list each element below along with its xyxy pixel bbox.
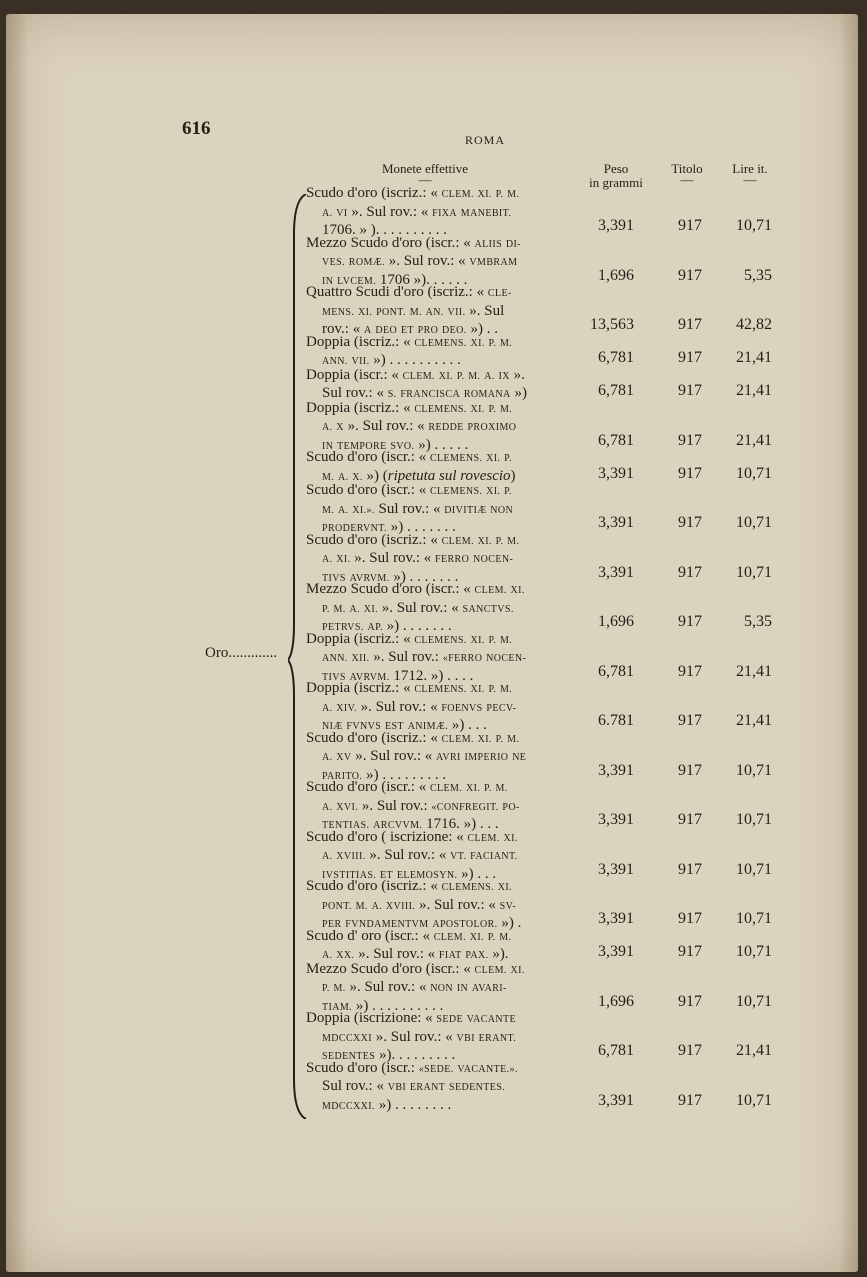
description-line: A. XIV. ». Sul rov.: « FOENVS PECV- <box>322 698 517 715</box>
description-line: A. XVIII. ». Sul rov.: « VT. FACIANT. <box>322 847 518 863</box>
lire-value: 10,71 <box>736 860 772 878</box>
titolo-value: 917 <box>678 943 702 960</box>
titolo-value: 917 <box>678 613 702 630</box>
coin-description <box>306 235 561 291</box>
description-line: A. XX. ». Sul rov.: « FIAT PAX. »). <box>322 946 509 962</box>
titolo-value: 917 <box>678 349 702 366</box>
table-row <box>306 878 786 931</box>
lire-value: 21,41 <box>736 662 772 680</box>
description-line: M. A. XI.». Sul rov.: « DIVITIÆ NON <box>322 500 514 517</box>
table-row <box>306 185 786 238</box>
description-line: M. A. X. ») (ripetuta sul rovescio) <box>322 467 516 484</box>
table-row <box>306 1010 786 1063</box>
description-line: TIVS AVRVM. ») . . . . . . . <box>322 568 459 585</box>
table-row <box>306 399 786 453</box>
lire-value: 21,41 <box>736 1042 772 1059</box>
description-line: IVSTITIAS. ET ELEMOSYN. ») . . . <box>322 865 497 882</box>
peso-value: 13,563 <box>590 316 634 333</box>
description-line: Scudo d'oro (iscriz.: « CLEM. XI. P. M. <box>306 185 520 201</box>
description-line: Doppia (iscr.: « CLEM. XI. P. M. A. IX ». <box>306 366 525 383</box>
column-header-peso-line2: in grammi <box>589 175 643 190</box>
table-row <box>306 729 786 783</box>
coin-description <box>306 482 561 538</box>
page-number: 616 <box>182 118 211 139</box>
lire-value: 10,71 <box>736 761 772 779</box>
description-line: PRODERVNT. ») . . . . . . . <box>322 519 456 535</box>
lire-value: 5,35 <box>744 613 772 630</box>
column-header-dash: — <box>743 172 757 187</box>
description-line: MENS. XI. PONT. M. AN. VII. ». Sul <box>322 302 505 319</box>
titolo-value: 917 <box>678 431 702 449</box>
description-line: PARITO. ») . . . . . . . . . <box>322 766 447 783</box>
peso-value: 3,391 <box>598 217 634 234</box>
titolo-value: 917 <box>678 992 702 1010</box>
lire-value: 21,41 <box>736 349 772 366</box>
description-line: Doppia (iscriz.: « CLEMENS. XI. P. M. <box>306 630 513 647</box>
description-line: Scudo d'oro (iscriz.: « CLEM. XI. P. M. <box>306 531 520 548</box>
table-row <box>306 828 786 882</box>
description-line: Mezzo Scudo d'oro (iscr.: « CLEM. XI. <box>306 960 525 977</box>
table-row <box>306 284 786 337</box>
description-line: Mezzo Scudo d'oro (iscr.: « ALIIS DI- <box>306 234 521 251</box>
description-line: TIAM. ») . . . . . . . . . . <box>322 997 444 1014</box>
coin-description <box>306 400 561 456</box>
table-row <box>306 334 786 367</box>
coin-description <box>306 449 561 486</box>
description-line: 1706. » ). . . . . . . . . . <box>322 222 447 238</box>
table-row <box>306 928 786 961</box>
coin-description <box>306 680 561 736</box>
peso-value: 3,391 <box>598 464 634 482</box>
column-header-dash: — <box>680 172 694 187</box>
column-header-peso-line1: Peso <box>603 161 629 176</box>
description-line: A. XVI. ». Sul rov.: «CONFREGIT. PO- <box>322 797 520 814</box>
coin-description <box>306 829 561 885</box>
description-line: A. X ». Sul rov.: « REDDE PROXIMO <box>322 418 517 434</box>
column-header-monete-label: Monete effettive <box>381 161 469 176</box>
coin-description <box>306 334 561 371</box>
peso-value: 6,781 <box>598 662 634 680</box>
description-line: A. XV ». Sul rov.: « AVRI IMPERIO NE <box>322 748 527 764</box>
description-line: ANN. VII. ») . . . . . . . . . . <box>322 352 461 368</box>
description-line: IN LVCEM. 1706 »). . . . . . <box>322 271 468 288</box>
table-row <box>306 449 786 482</box>
description-line: SEDENTES »). . . . . . . . . <box>322 1047 456 1063</box>
description-line: P. M. A. XI. ». Sul rov.: « SANCTVS. <box>322 599 514 616</box>
coin-description <box>306 961 561 1017</box>
column-header-titolo-label: Titolo <box>671 161 703 176</box>
lire-value: 10,71 <box>736 1091 772 1109</box>
peso-value: 3,391 <box>598 811 634 828</box>
description-line: Sul rov.: « S. FRANCISCA ROMANA ») <box>322 385 527 401</box>
table-row <box>306 680 786 733</box>
lire-value: 10,71 <box>736 464 772 482</box>
description-line: MDCCXXI. ») . . . . . . . . <box>322 1096 452 1113</box>
titolo-value: 917 <box>678 910 702 927</box>
description-line: IN TEMPORE SVO. ») . . . . . <box>322 436 469 453</box>
description-line: A. VI ». Sul rov.: « FIXA MANEBIT. <box>322 203 512 220</box>
lire-value: 5,35 <box>744 266 772 284</box>
coin-table <box>6 14 858 1272</box>
description-line: Scudo d'oro (iscriz.: « CLEM. XI. P. M. <box>306 729 520 746</box>
coin-description <box>306 284 561 340</box>
coin-description <box>306 631 561 687</box>
titolo-value: 917 <box>678 1091 702 1109</box>
description-line: Scudo d'oro (iscr.: « CLEM. XI. P. M. <box>306 779 508 795</box>
lire-value: 10,71 <box>736 943 772 960</box>
coin-description <box>306 928 561 965</box>
titolo-value: 917 <box>678 266 702 284</box>
description-line: Scudo d'oro (iscr.: « CLEMENS. XI. P. <box>306 482 512 498</box>
titolo-value: 917 <box>678 662 702 680</box>
coin-description <box>306 1060 561 1116</box>
coin-description <box>306 532 561 588</box>
titolo-value: 917 <box>678 1042 702 1059</box>
peso-value: 6.781 <box>598 712 634 729</box>
table-row <box>306 367 786 400</box>
group-label-oro: Oro............. <box>205 645 278 661</box>
coin-description <box>306 581 561 637</box>
description-line: PETRVS. AP. ») . . . . . . . <box>322 618 452 634</box>
table-row <box>306 1059 786 1113</box>
coin-description <box>306 367 561 404</box>
titolo-value: 917 <box>678 464 702 482</box>
titolo-value: 917 <box>678 382 702 399</box>
peso-value: 6,781 <box>598 349 634 366</box>
description-line: P. M. ». Sul rov.: « NON IN AVARI- <box>322 979 507 995</box>
description-line: Doppia (iscriz.: « CLEMENS. XI. P. M. <box>306 680 513 696</box>
description-line: TENTIAS. ARCVVM. 1716. ») . . . <box>322 816 499 832</box>
lire-value: 21,41 <box>736 431 772 449</box>
running-head: ROMA <box>465 133 506 147</box>
column-header-lire-label: Lire it. <box>732 161 768 176</box>
peso-value: 6,781 <box>598 382 634 399</box>
titolo-value: 917 <box>678 761 702 779</box>
table-row <box>306 630 786 684</box>
description-line: ANN. XII. ». Sul rov.: «FERRO NOCEN- <box>322 649 527 665</box>
description-line: rov.: « A DEO ET PRO DEO. ») . . <box>322 321 498 337</box>
lire-value: 10,71 <box>736 514 772 531</box>
lire-value: 10,71 <box>736 910 772 927</box>
peso-value: 1,696 <box>598 266 634 284</box>
column-header-dash: — <box>418 172 432 187</box>
peso-value: 6,781 <box>598 431 634 449</box>
description-line: Scudo d'oro (iscriz.: « CLEMENS. XI. <box>306 878 512 894</box>
description-line: Doppia (iscrizione: « SEDE VACANTE <box>306 1010 517 1026</box>
lire-value: 10,71 <box>736 992 772 1010</box>
coin-description <box>306 730 561 786</box>
table-row <box>306 779 786 832</box>
peso-value: 3,391 <box>598 761 634 779</box>
peso-value: 3,391 <box>598 910 634 927</box>
lire-value: 42,82 <box>736 316 772 333</box>
description-line: PER FVNDAMENTVM APOSTOLOR. ») . <box>322 915 522 931</box>
description-line: Scudo d'oro ( iscrizione: « CLEM. XI. <box>306 828 518 845</box>
description-line: Doppia (iscriz.: « CLEMENS. XI. P. M. <box>306 399 513 416</box>
description-line: Scudo d' oro (iscr.: « CLEM. XI. P. M. <box>306 927 512 944</box>
description-line: Scudo d'oro (iscr.: « CLEMENS. XI. P. <box>306 449 512 465</box>
description-line: MDCCXXI ». Sul rov.: « VBI ERANT. <box>322 1028 517 1045</box>
titolo-value: 917 <box>678 563 702 581</box>
description-line: Sul rov.: « VBI ERANT SEDENTES. <box>322 1078 506 1094</box>
peso-value: 1,696 <box>598 992 634 1010</box>
lire-value: 10,71 <box>736 563 772 581</box>
peso-value: 3,391 <box>598 1091 634 1109</box>
description-line: Doppia (iscriz.: « CLEMENS. XI. P. M. <box>306 333 513 350</box>
description-line: Mezzo Scudo d'oro (iscr.: « CLEM. XI. <box>306 581 525 597</box>
peso-value: 1,696 <box>598 613 634 630</box>
description-line: TIVS AVRVM. 1712. ») . . . . <box>322 667 474 684</box>
description-line: Scudo d'oro (iscr.: «SEDE. VACANTE.». <box>306 1059 518 1076</box>
peso-value: 3,391 <box>598 563 634 581</box>
lire-value: 10,71 <box>736 811 772 828</box>
titolo-value: 917 <box>678 860 702 878</box>
coin-description <box>306 185 561 239</box>
table-row <box>306 234 786 288</box>
lire-value: 10,71 <box>736 217 772 234</box>
titolo-value: 917 <box>678 811 702 828</box>
peso-value: 3,391 <box>598 860 634 878</box>
titolo-value: 917 <box>678 217 702 234</box>
description-line: A. XI. ». Sul rov.: « FERRO NOCEN- <box>322 550 514 566</box>
titolo-value: 917 <box>678 712 702 729</box>
peso-value: 6,781 <box>598 1042 634 1059</box>
titolo-value: 917 <box>678 514 702 531</box>
lire-value: 21,41 <box>736 382 772 399</box>
description-line: NIÆ FVNVS EST ANIMÆ. ») . . . <box>322 717 487 733</box>
table-row <box>306 531 786 585</box>
table-row <box>306 960 786 1014</box>
peso-value: 3,391 <box>598 943 634 960</box>
titolo-value: 917 <box>678 316 702 333</box>
coin-description <box>306 878 561 934</box>
peso-value: 3,391 <box>598 514 634 531</box>
coin-description <box>306 779 561 835</box>
lire-value: 21,41 <box>736 712 772 729</box>
description-line: PONT. M. A. XVIII. ». Sul rov.: « SV- <box>322 896 517 913</box>
description-line: VES. ROMÆ. ». Sul rov.: « VMBRAM <box>322 253 518 269</box>
coin-description <box>306 1010 561 1066</box>
book-page <box>6 14 858 1272</box>
table-row <box>306 482 786 535</box>
description-line: Quattro Scudi d'oro (iscriz.: « CLE- <box>306 284 512 300</box>
table-row <box>306 581 786 634</box>
